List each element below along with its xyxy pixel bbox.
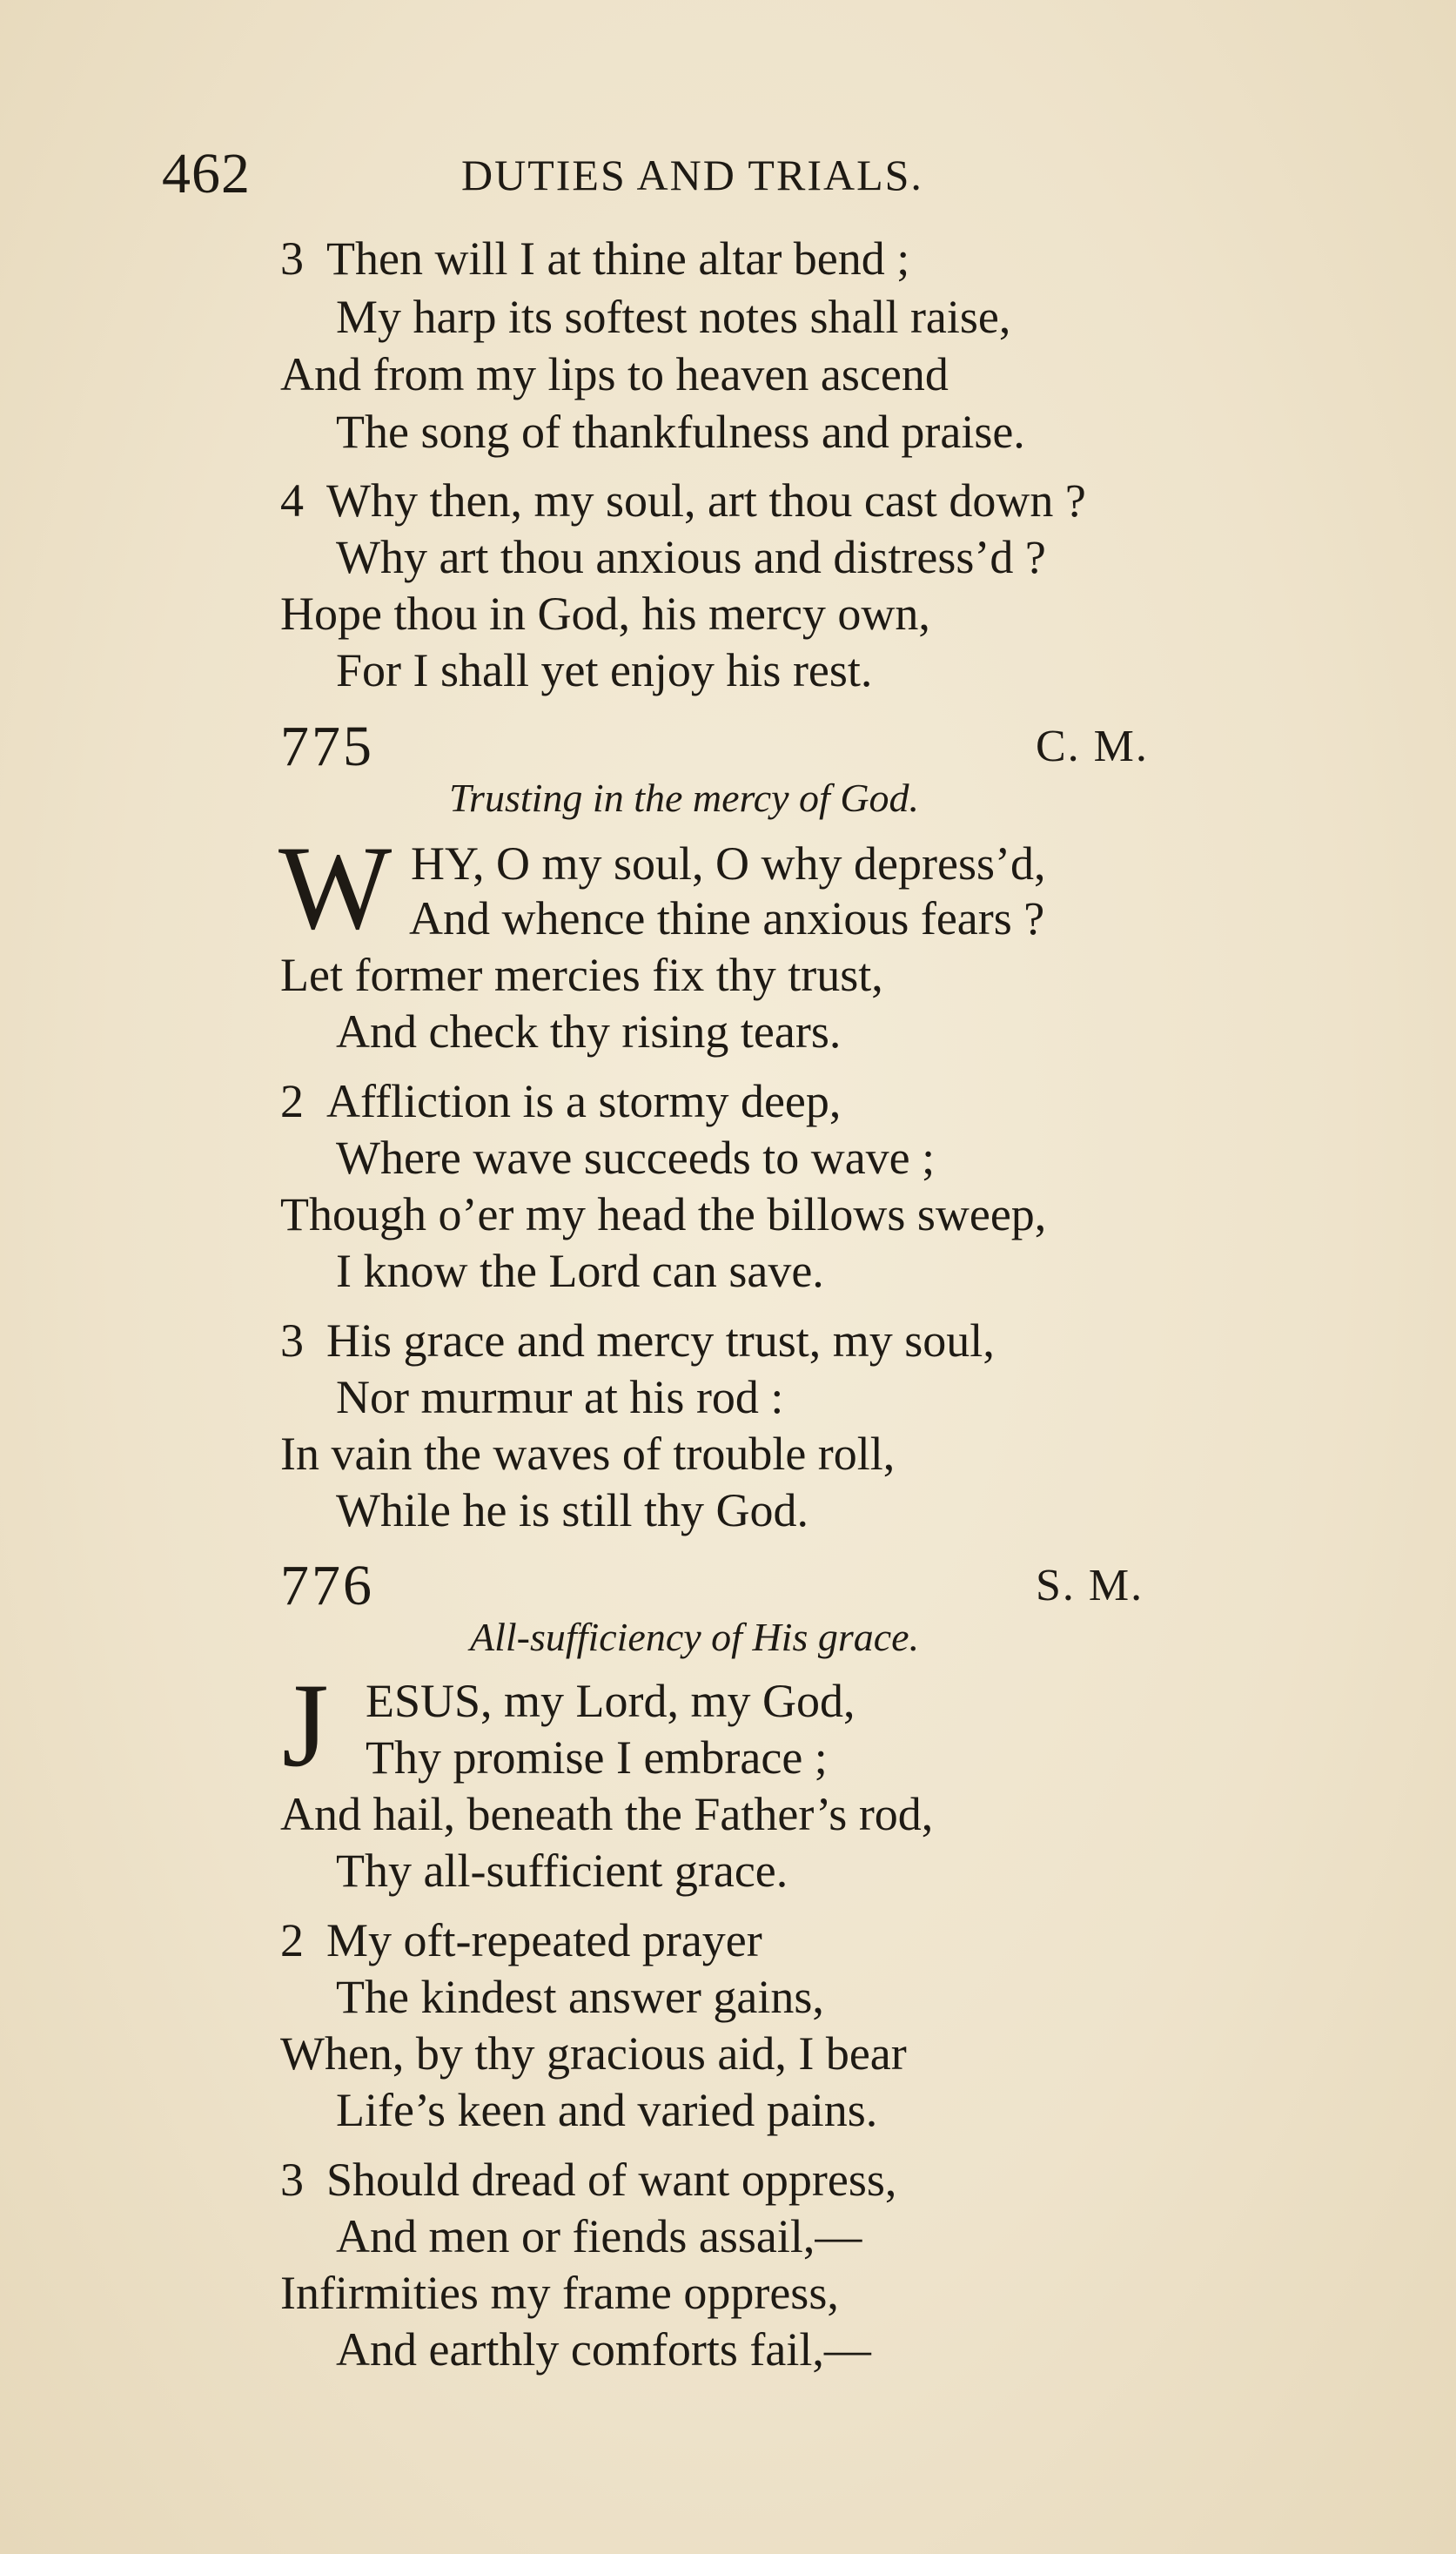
hymn-meter: S. M. (1036, 1561, 1144, 1610)
verse-line: 2 My oft-repeated prayer (280, 1914, 762, 1966)
verse-line: And earthly comforts fail,— (336, 2323, 871, 2376)
verse-line: 2 Affliction is a stormy deep, (280, 1075, 842, 1127)
verse-line: 3 Then will I at thine altar bend ; (280, 232, 910, 285)
stanza-number: 3 (280, 1314, 304, 1367)
verse-line: ESUS, my Lord, my God, (366, 1675, 855, 1727)
verse-line: For I shall yet enjoy his rest. (336, 644, 873, 696)
drop-cap: W (278, 821, 393, 954)
hymn-number: 776 (280, 1554, 374, 1617)
verse-line: The kindest answer gains, (336, 1971, 824, 2023)
verse-line: And check thy rising tears. (336, 1005, 842, 1058)
verse-line: When, by thy gracious aid, I bear (280, 2027, 907, 2080)
verse-line: Thy all-sufficient grace. (336, 1845, 788, 1897)
verse-line: And hail, beneath the Father’s rod, (280, 1788, 934, 1840)
page-header (162, 139, 1032, 209)
page-number: 462 (162, 142, 251, 205)
verse-line: Nor murmur at his rod : (336, 1371, 784, 1423)
verse-line: I know the Lord can save. (336, 1245, 824, 1297)
verse-line: Infirmities my frame oppress, (280, 2267, 839, 2319)
verse-line: Thy promise I embrace ; (366, 1731, 828, 1784)
verse-line: 3 His grace and mercy trust, my soul, (280, 1314, 995, 1367)
verse-line: The song of thankfulness and praise. (336, 406, 1025, 458)
drop-cap: J (282, 1658, 329, 1791)
verse-line: And whence thine anxious fears ? (409, 892, 1045, 944)
verse-line: 4 Why then, my soul, art thou cast down ? (280, 474, 1086, 527)
running-head: DUTIES AND TRIALS. (461, 151, 923, 199)
verse-line: In vain the waves of trouble roll, (280, 1428, 896, 1480)
stanza-number: 2 (280, 1075, 304, 1127)
verse-line: Though o’er my head the billows sweep, (280, 1188, 1047, 1240)
verse-line: Hope thou in God, his mercy own, (280, 588, 930, 640)
hymn-meter: C. M. (1036, 722, 1149, 771)
hymn-number: 775 (280, 715, 374, 778)
stanza-number: 4 (280, 474, 304, 527)
hymn-title: All-sufficiency of His grace. (470, 1615, 920, 1659)
verse-line: 3 Should dread of want oppress, (280, 2154, 897, 2206)
verse-line: Why art thou anxious and distress’d ? (336, 531, 1046, 583)
stanza-number: 3 (280, 2154, 304, 2206)
verse-line: Where wave succeeds to wave ; (336, 1132, 936, 1184)
verse-line: And men or fiends assail,— (336, 2210, 862, 2262)
verse-line: My harp its softest notes shall raise, (336, 291, 1011, 343)
hymn-title: Trusting in the mercy of God. (449, 776, 920, 820)
verse-line: HY, O my soul, O why depress’d, (411, 837, 1046, 890)
verse-line: While he is still thy God. (336, 1484, 809, 1536)
verse-line: Life’s keen and varied pains. (336, 2084, 878, 2136)
verse-line: And from my lips to heaven ascend (280, 348, 949, 400)
stanza-number: 2 (280, 1914, 304, 1966)
stanza-number: 3 (280, 232, 304, 285)
verse-line: Let former mercies fix thy trust, (280, 949, 883, 1001)
